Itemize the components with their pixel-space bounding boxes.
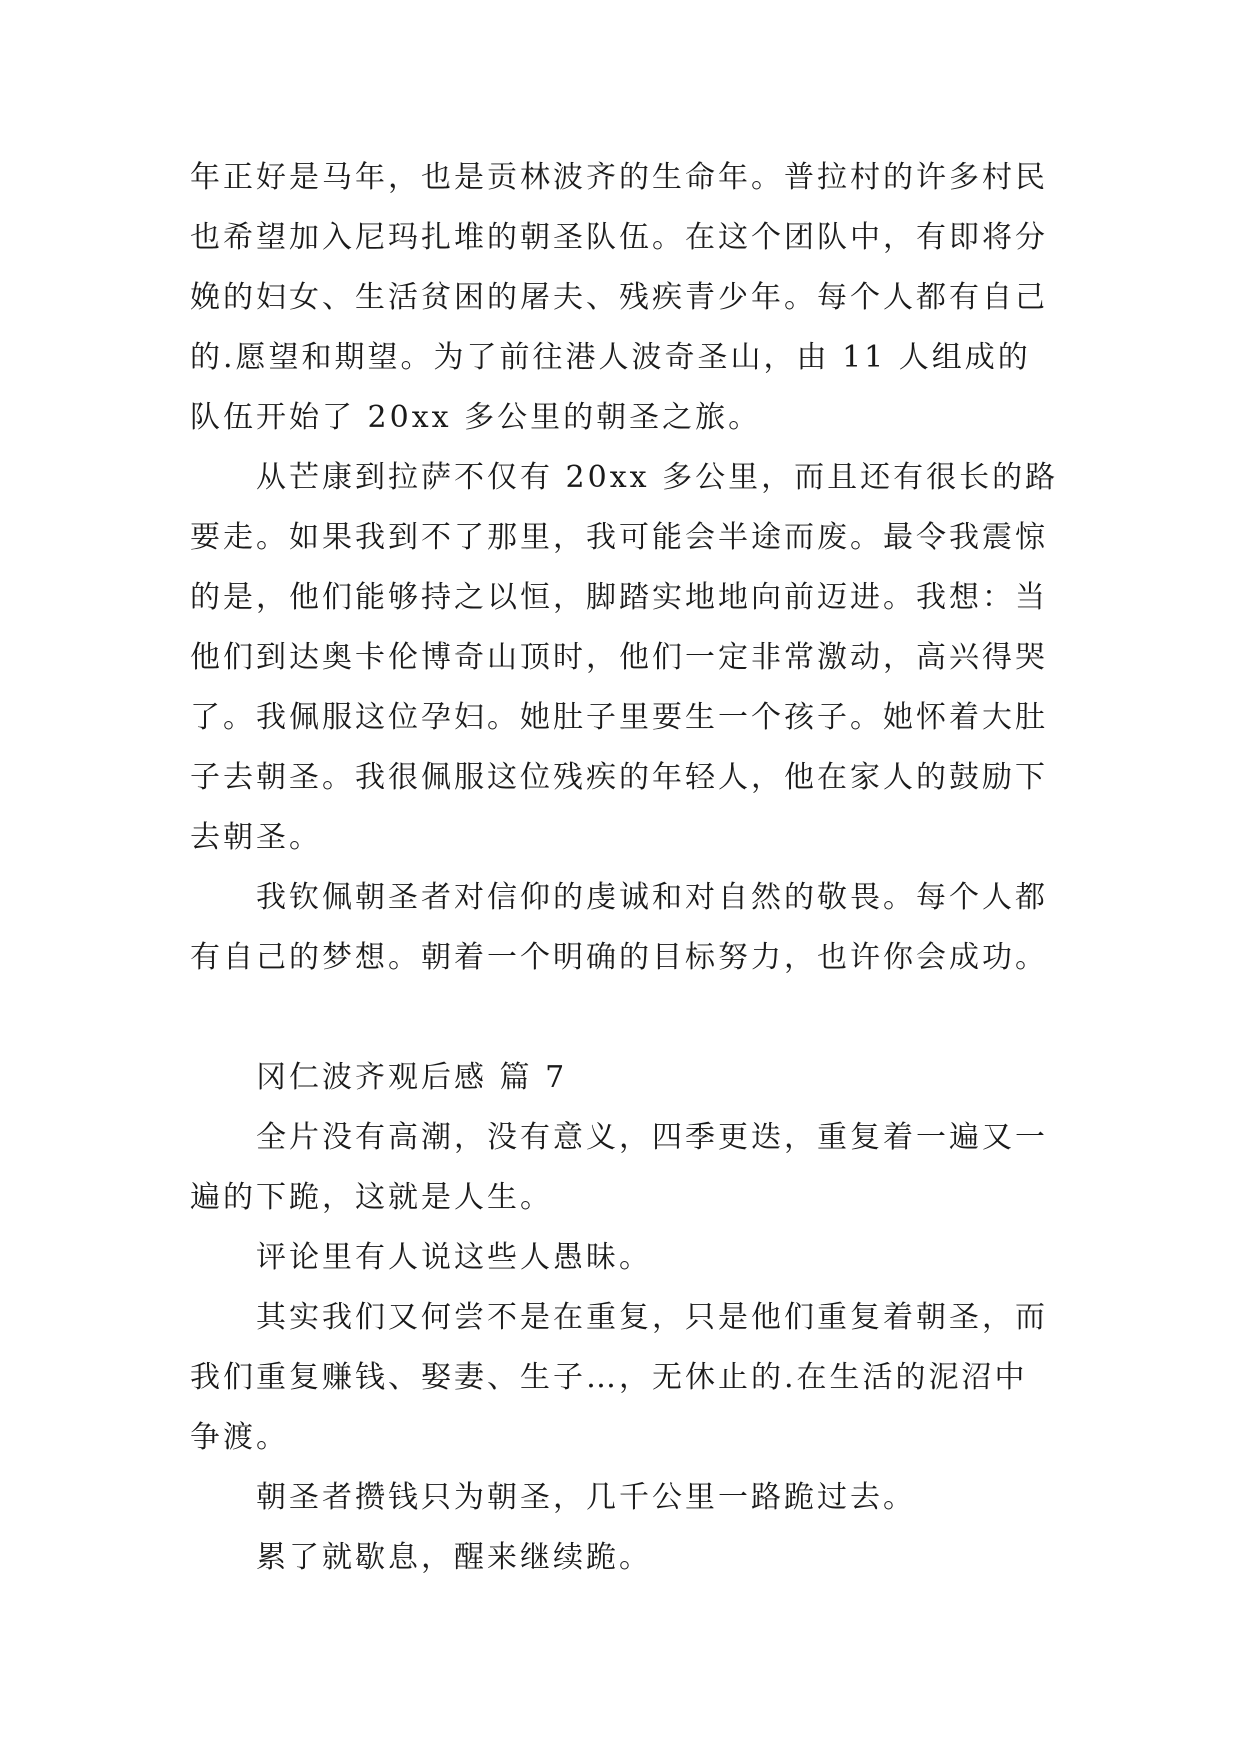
document-body	[190, 148, 1060, 1588]
paragraph-2: 从芒康到拉萨不仅有 20xx 多公里，而且还有很长的路要走。如果我到不了那里，我可能会半途而废。最令我震惊的是，他们能够持之以恒，脚踏实地地向前迈进。我想：当他们到达奥卡伦博奇山顶时，他们一定非常激动，高兴得哭了。我佩服这位孕妇。她肚子里要生一个孩子。她怀着大肚子去朝圣。我很佩服这位残疾的年轻人，他在家人的鼓励下去朝圣。	[190, 460, 1059, 855]
section-heading: 冈仁波齐观后感 篇 7	[256, 1060, 568, 1095]
paragraph-1: 年正好是马年，也是贡林波齐的生命年。普拉村的许多村民也希望加入尼玛扎堆的朝圣队伍。在这个团队中，有即将分娩的妇女、生活贫困的屠夫、残疾青少年。每个人都有自己的.愿望和期望。为了前往港人波奇圣山，由 11 人组成的队伍开始了 20xx 多公里的朝圣之旅。	[190, 160, 1048, 435]
paragraph-8: 累了就歇息，醒来继续跪。	[256, 1540, 652, 1575]
paragraph-7: 朝圣者攒钱只为朝圣，几千公里一路跪过去。	[256, 1480, 916, 1515]
paragraph-5: 评论里有人说这些人愚昧。	[256, 1240, 652, 1275]
paragraph-4: 全片没有高潮，没有意义，四季更迭，重复着一遍又一遍的下跪，这就是人生。	[190, 1120, 1048, 1215]
paragraph-3: 我钦佩朝圣者对信仰的虔诚和对自然的敬畏。每个人都有自己的梦想。朝着一个明确的目标努力，也许你会成功。	[190, 880, 1048, 975]
blank-line	[190, 988, 1060, 1048]
paragraph-6: 其实我们又何尝不是在重复，只是他们重复着朝圣，而我们重复赚钱、娶妻、生子…，无休止的.在生活的泥沼中争渡。	[190, 1300, 1048, 1455]
